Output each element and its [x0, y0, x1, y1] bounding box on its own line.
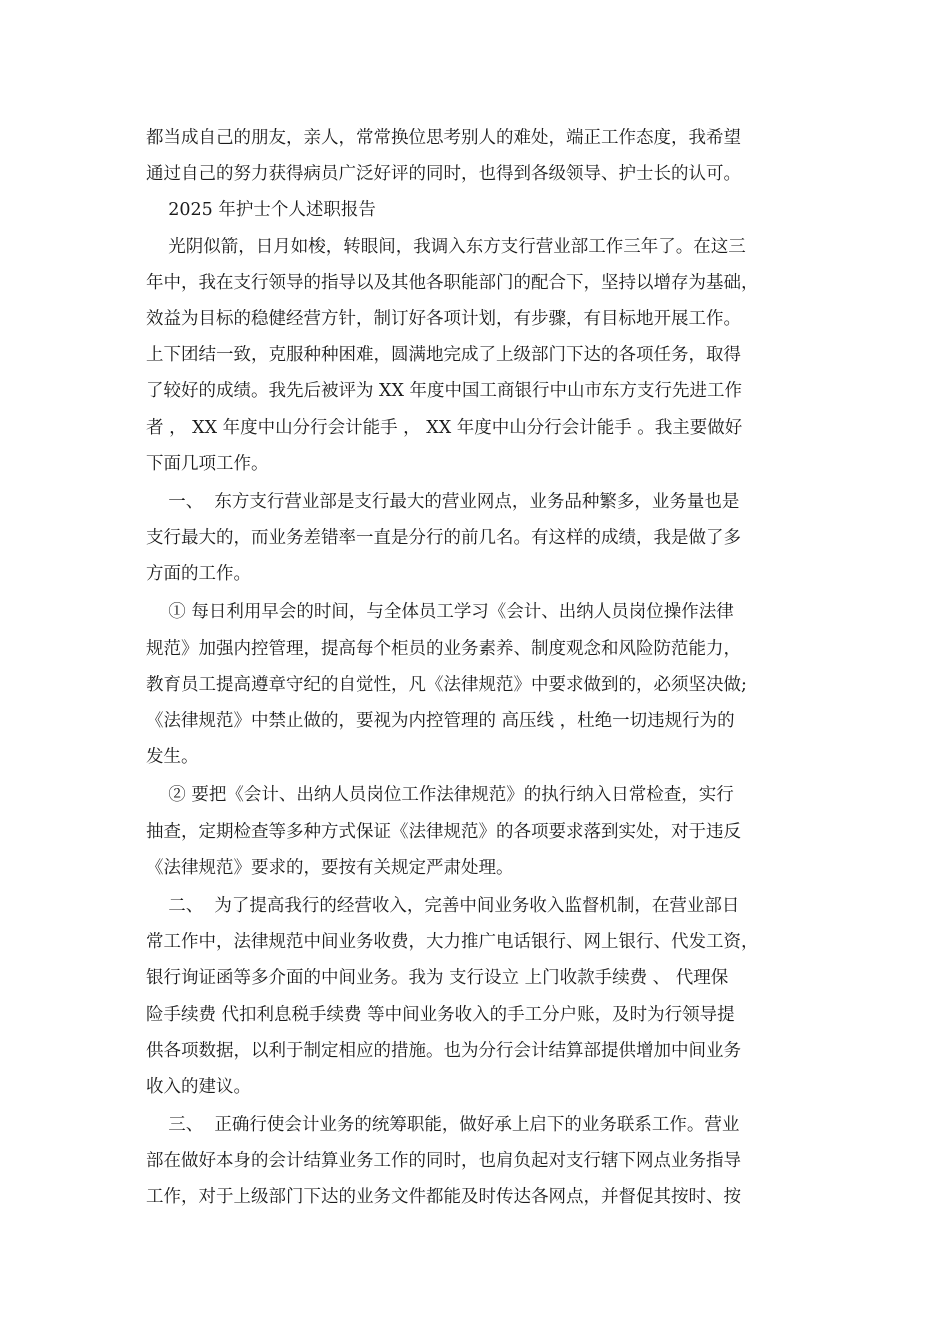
text-line: ② 要把《会计、出纳人员岗位工作法律规范》的执行纳入日常检查，实行: [146, 785, 734, 806]
text-line: 供各项数据，以利于制定相应的措施。也为分行会计结算部提供增加中间业务: [146, 1040, 741, 1061]
text-line: 通过自己的努力获得病员广泛好评的同时，也得到各级领导、护士长的认可。: [146, 164, 741, 185]
text-line: 抽查，定期检查等多种方式保证《法律规范》的各项要求落到实处，对于违反: [146, 821, 741, 842]
text-line: 效益为目标的稳健经营方针，制订好各项计划，有步骤，有目标地开展工作。: [146, 308, 741, 329]
text-line: 二、 为了提高我行的经营收入，完善中间业务收入监督机制，在营业部日: [146, 895, 740, 916]
text-line: 发生。: [146, 747, 199, 768]
text-line: 《法律规范》中禁止做的，要视为内控管理的 高压线 ，杜绝一切违规行为的: [146, 711, 735, 731]
text-line: 光阴似箭，日月如梭，转眼间，我调入东方支行营业部工作三年了。在这三: [146, 236, 746, 257]
text-line: 下面几项工作。: [146, 453, 269, 474]
text-line: 银行询证函等多介面的中间业务。我为 支行设立 上门收款手续费 、 代理保: [146, 968, 729, 989]
text-line: 了较好的成绩。我先后被评为 XX 年度中国工商银行中山市东方支行先进工作: [146, 381, 743, 402]
text-line: 者 ， XX 年度中山分行会计能手 ， XX 年度中山分行会计能手 。我主要做好: [146, 417, 743, 438]
text-line: 常工作中，法律规范中间业务收费，大力推广电话银行、网上银行、代发工资，: [146, 932, 759, 953]
text-line: 都当成自己的朋友，亲人，常常换位思考别人的难处，端正工作态度，我希望: [146, 128, 741, 148]
text-line: 险手续费 代扣利息税手续费 等中间业务收入的手工分户账，及时为行领导提: [146, 1004, 735, 1025]
text-line: 工作，对于上级部门下达的业务文件都能及时传达各网点，并督促其按时、按: [146, 1187, 741, 1208]
text-line: 方面的工作。: [146, 564, 251, 585]
text-line: 《法律规范》要求的，要按有关规定严肃处理。: [146, 857, 514, 878]
text-line: 一、 东方支行营业部是支行最大的营业网点，业务品种繁多，业务量也是: [146, 491, 740, 512]
text-line: 三、 正确行使会计业务的统筹职能，做好承上启下的业务联系工作。营业: [146, 1115, 740, 1136]
text-line: 上下团结一致，克服种种困难，圆满地完成了上级部门下达的各项任务，取得: [146, 345, 741, 366]
section-title: 2025 年护士个人述职报告: [146, 200, 376, 221]
text-line: 教育员工提高遵章守纪的自觉性，凡《法律规范》中要求做到的，必须坚决做;: [146, 674, 747, 695]
text-line: ① 每日利用早会的时间，与全体员工学习《会计、出纳人员岗位操作法律: [146, 602, 734, 623]
text-line: 部在做好本身的会计结算业务工作的同时，也肩负起对支行辖下网点业务指导: [146, 1151, 741, 1172]
document-body: [146, 120, 806, 1216]
text-line: 年中，我在支行领导的指导以及其他各职能部门的配合下，坚持以增存为基础，: [146, 272, 759, 293]
text-line: 支行最大的，而业务差错率一直是分行的前几名。有这样的成绩，我是做了多: [146, 528, 741, 549]
text-line: 规范》加强内控管理，提高每个柜员的业务素养、制度观念和风险防范能力，: [146, 638, 741, 659]
text-line: 收入的建议。: [146, 1076, 251, 1097]
